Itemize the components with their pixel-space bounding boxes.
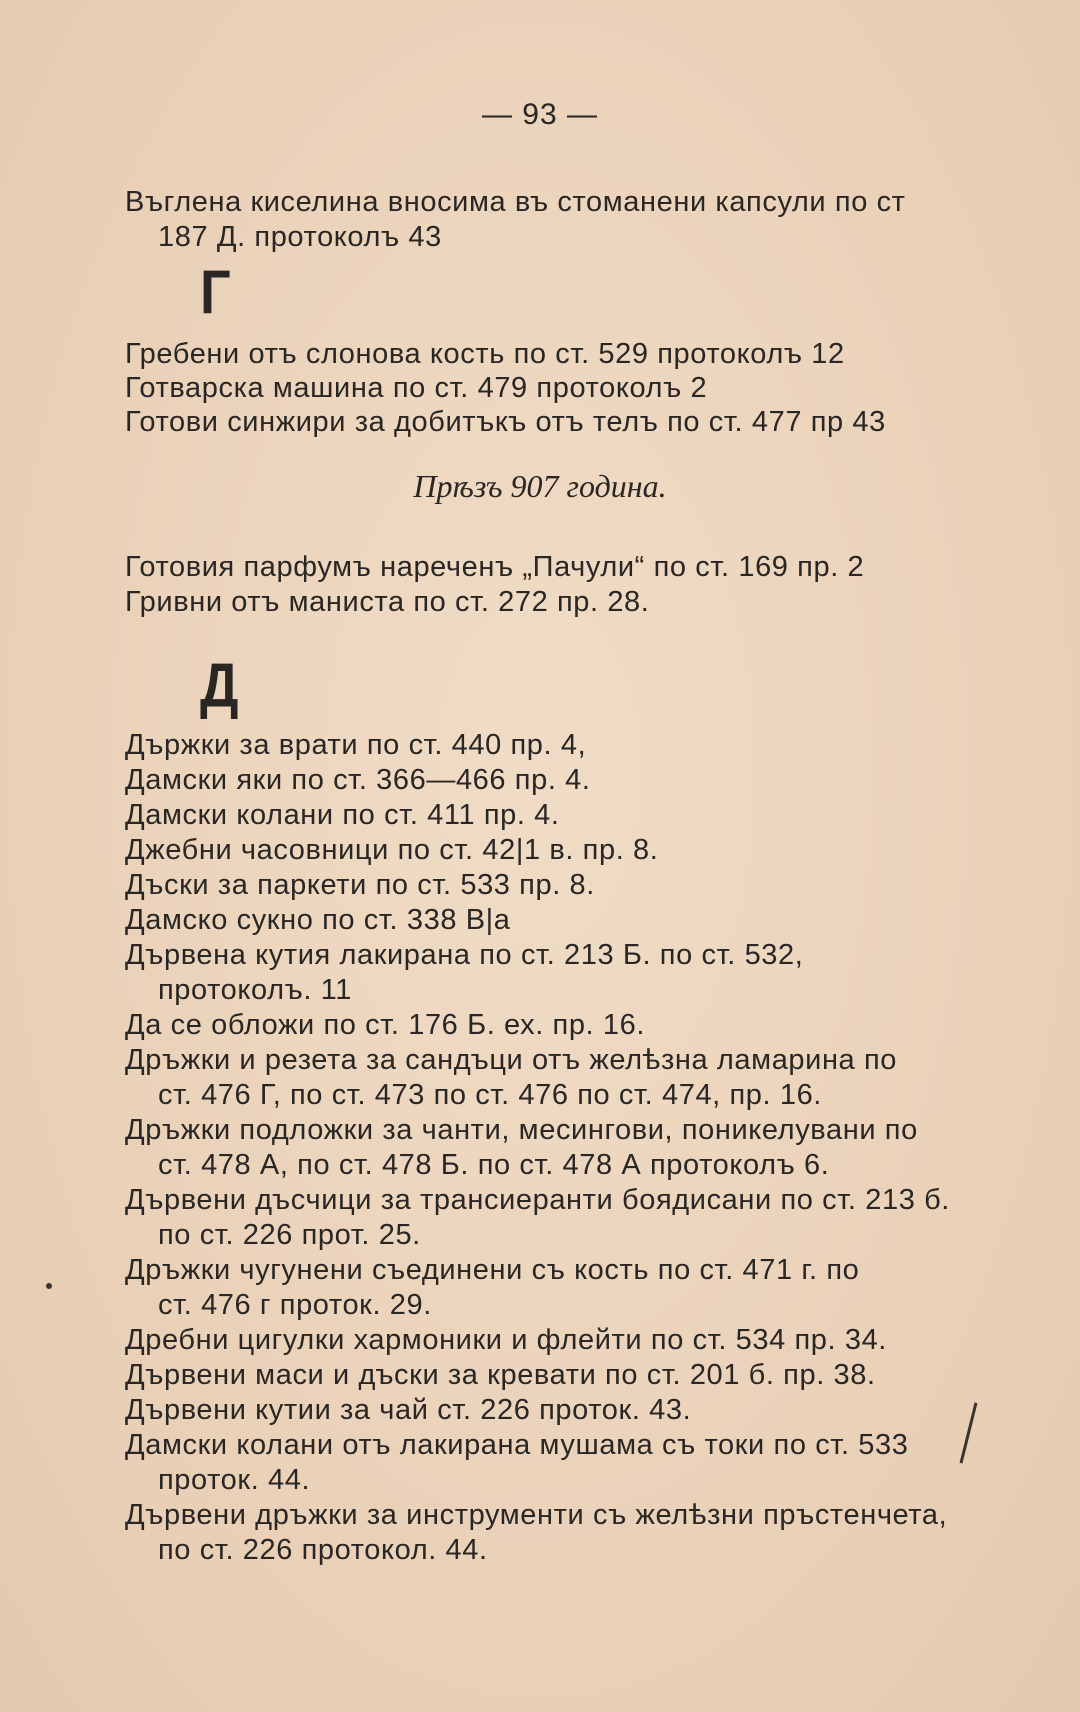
entry-line: Готовия парфумъ нареченъ „Пачули“ по ст. 169 пр. 2 bbox=[125, 551, 865, 583]
entry-line: Гривни отъ маниста по ст. 272 пр. 28. bbox=[125, 586, 650, 618]
entry-line: по ст. 226 прот. 25. bbox=[158, 1219, 421, 1251]
entry-line: Готварска машина по ст. 479 протоколъ 2 bbox=[125, 372, 708, 404]
entry-line: Джебни часовници по ст. 42|1 в. пр. 8. bbox=[125, 834, 659, 866]
entry-line: 187 Д. протоколъ 43 bbox=[158, 221, 442, 253]
letter-heading-d: Д bbox=[200, 651, 239, 721]
entry-line: Въглена киселина вносима въ стоманени капсули по ст bbox=[125, 186, 906, 218]
entry-line: Дамско сукно по ст. 338 В|а bbox=[125, 904, 511, 936]
entry-line: Дървени дъсчици за трансиеранти боядисани по ст. 213 б. bbox=[125, 1184, 950, 1216]
entry-line: ст. 478 А, по ст. 478 Б. по ст. 478 А протоколъ 6. bbox=[158, 1149, 830, 1181]
entry-line: ст. 476 г проток. 29. bbox=[158, 1289, 432, 1321]
entry-line: Дамски колани отъ лакирана мушама съ токи по ст. 533 bbox=[125, 1429, 909, 1461]
entry-line: Дървена кутия лакирана по ст. 213 Б. по ст. 532, bbox=[125, 939, 804, 971]
entry-line: Дамски яки по ст. 366—466 пр. 4. bbox=[125, 764, 591, 796]
entry-line: по ст. 226 протокол. 44. bbox=[158, 1534, 488, 1566]
entry-line: Дървени кутии за чай ст. 226 проток. 43. bbox=[125, 1394, 692, 1426]
page-number: — 93 — bbox=[481, 98, 599, 131]
entry-line: Дръжки и резета за сандъци отъ желѣзна ламарина по bbox=[125, 1044, 897, 1076]
letter-heading-g: Г bbox=[200, 258, 231, 328]
pencil-mark bbox=[960, 1403, 978, 1464]
entry-line: Дръжки подложки за чанти, месингови, поникелувани по bbox=[125, 1114, 918, 1146]
entry-line: проток. 44. bbox=[158, 1464, 311, 1496]
entry-line: Дървени дръжки за инструменти съ желѣзни пръстенчета, bbox=[125, 1499, 948, 1531]
entry-line: Да се обложи по ст. 176 Б. ех. пр. 16. bbox=[125, 1009, 645, 1041]
entry-line: Държки за врати по ст. 440 пр. 4, bbox=[125, 729, 587, 761]
entry-line: Дървени маси и дъски за кревати по ст. 201 б. пр. 38. bbox=[125, 1359, 876, 1391]
section-subheading: Прѣзъ 907 година. bbox=[413, 468, 667, 504]
entry-line: Дребни цигулки хармоники и флейти по ст. 534 пр. 34. bbox=[125, 1324, 887, 1356]
entry-line: Дамски колани по ст. 411 пр. 4. bbox=[125, 799, 560, 831]
entry-line: протоколъ. 11 bbox=[158, 974, 352, 1006]
entry-line: Гребени отъ слонова кость по ст. 529 протоколъ 12 bbox=[125, 338, 845, 370]
ink-spot bbox=[46, 1283, 52, 1289]
entry-line: Готови синжири за добитъкъ отъ телъ по ст. 477 пр 43 bbox=[125, 406, 886, 438]
entry-line: ст. 476 Г, по ст. 473 по ст. 476 по ст. 474, пр. 16. bbox=[158, 1079, 822, 1111]
entry-line: Дръжки чугунени съединени съ кость по ст. 471 г. по bbox=[125, 1254, 860, 1286]
entry-line: Дъски за паркети по ст. 533 пр. 8. bbox=[125, 869, 595, 901]
